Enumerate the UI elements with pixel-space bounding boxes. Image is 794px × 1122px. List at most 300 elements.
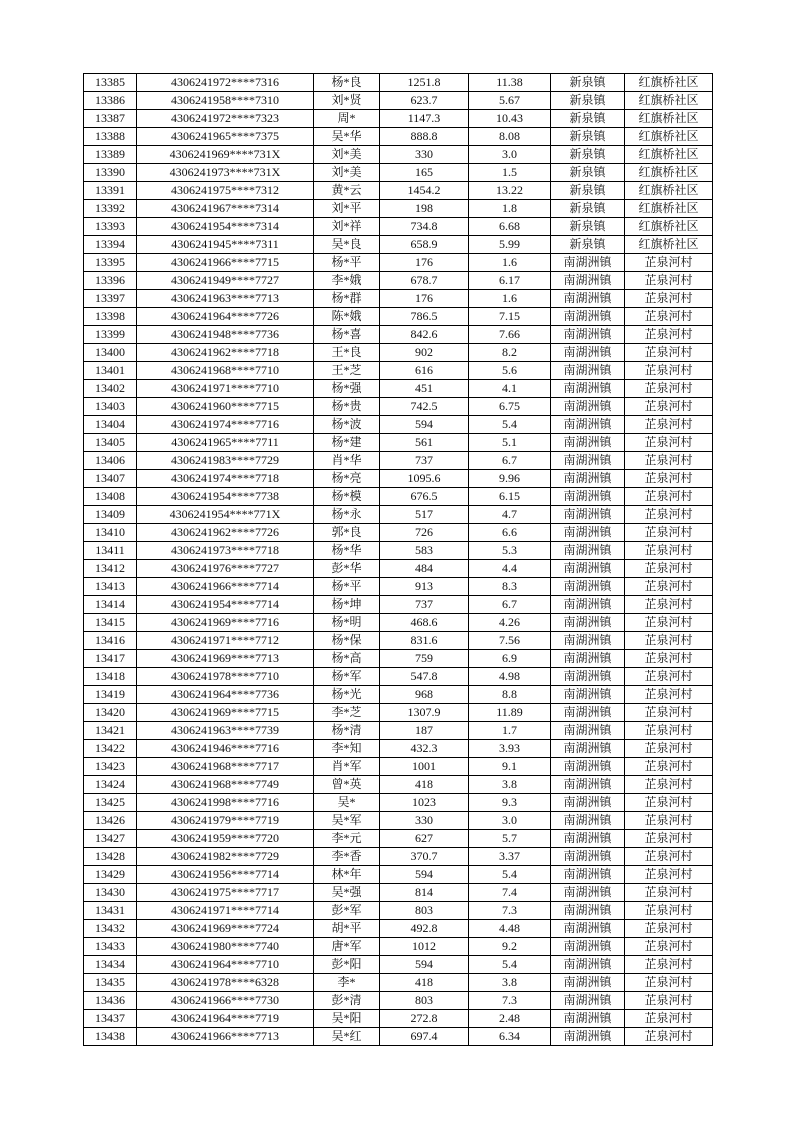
amount-cell: 484 xyxy=(380,560,469,578)
row-number-cell: 13404 xyxy=(84,416,137,434)
town-cell: 南湖洲镇 xyxy=(551,488,625,506)
quantity-cell: 6.7 xyxy=(469,596,551,614)
id-number-cell: 4306241968****7749 xyxy=(137,776,314,794)
row-number-cell: 13387 xyxy=(84,110,137,128)
town-cell: 南湖洲镇 xyxy=(551,812,625,830)
row-number-cell: 13409 xyxy=(84,506,137,524)
row-number-cell: 13418 xyxy=(84,668,137,686)
amount-cell: 831.6 xyxy=(380,632,469,650)
village-cell: 芷泉河村 xyxy=(625,740,713,758)
row-number-cell: 13407 xyxy=(84,470,137,488)
table-row xyxy=(84,488,713,506)
town-cell: 南湖洲镇 xyxy=(551,974,625,992)
town-cell: 新泉镇 xyxy=(551,110,625,128)
amount-cell: 165 xyxy=(380,164,469,182)
town-cell: 南湖洲镇 xyxy=(551,1010,625,1028)
town-cell: 南湖洲镇 xyxy=(551,668,625,686)
id-number-cell: 4306241966****7713 xyxy=(137,1028,314,1046)
amount-cell: 676.5 xyxy=(380,488,469,506)
village-cell: 芷泉河村 xyxy=(625,1028,713,1046)
quantity-cell: 9.2 xyxy=(469,938,551,956)
amount-cell: 786.5 xyxy=(380,308,469,326)
town-cell: 南湖洲镇 xyxy=(551,866,625,884)
town-cell: 新泉镇 xyxy=(551,182,625,200)
name-cell: 肖*华 xyxy=(314,452,380,470)
id-number-cell: 4306241971****7714 xyxy=(137,902,314,920)
table-row xyxy=(84,452,713,470)
row-number-cell: 13429 xyxy=(84,866,137,884)
amount-cell: 1454.2 xyxy=(380,182,469,200)
town-cell: 南湖洲镇 xyxy=(551,326,625,344)
quantity-cell: 6.9 xyxy=(469,650,551,668)
quantity-cell: 1.6 xyxy=(469,290,551,308)
id-number-cell: 4306241963****7739 xyxy=(137,722,314,740)
amount-cell: 913 xyxy=(380,578,469,596)
quantity-cell: 6.17 xyxy=(469,272,551,290)
name-cell: 刘*美 xyxy=(314,164,380,182)
town-cell: 南湖洲镇 xyxy=(551,956,625,974)
quantity-cell: 5.6 xyxy=(469,362,551,380)
table-row xyxy=(84,902,713,920)
quantity-cell: 4.48 xyxy=(469,920,551,938)
id-number-cell: 4306241962****7718 xyxy=(137,344,314,362)
amount-cell: 814 xyxy=(380,884,469,902)
quantity-cell: 4.1 xyxy=(469,380,551,398)
row-number-cell: 13426 xyxy=(84,812,137,830)
table-row xyxy=(84,974,713,992)
name-cell: 杨*明 xyxy=(314,614,380,632)
table-row xyxy=(84,992,713,1010)
quantity-cell: 1.6 xyxy=(469,254,551,272)
row-number-cell: 13390 xyxy=(84,164,137,182)
village-cell: 红旗桥社区 xyxy=(625,74,713,92)
id-number-cell: 4306241954****7738 xyxy=(137,488,314,506)
quantity-cell: 4.7 xyxy=(469,506,551,524)
id-number-cell: 4306241968****7717 xyxy=(137,758,314,776)
table-row xyxy=(84,1028,713,1046)
name-cell: 吴*军 xyxy=(314,812,380,830)
village-cell: 芷泉河村 xyxy=(625,362,713,380)
amount-cell: 176 xyxy=(380,290,469,308)
town-cell: 南湖洲镇 xyxy=(551,776,625,794)
table-row xyxy=(84,560,713,578)
village-cell: 芷泉河村 xyxy=(625,632,713,650)
amount-cell: 803 xyxy=(380,992,469,1010)
name-cell: 刘*平 xyxy=(314,200,380,218)
name-cell: 李*娥 xyxy=(314,272,380,290)
village-cell: 红旗桥社区 xyxy=(625,146,713,164)
name-cell: 王*良 xyxy=(314,344,380,362)
row-number-cell: 13436 xyxy=(84,992,137,1010)
id-number-cell: 4306241954****7314 xyxy=(137,218,314,236)
village-cell: 芷泉河村 xyxy=(625,722,713,740)
amount-cell: 418 xyxy=(380,776,469,794)
quantity-cell: 6.68 xyxy=(469,218,551,236)
village-cell: 芷泉河村 xyxy=(625,596,713,614)
name-cell: 陈*娥 xyxy=(314,308,380,326)
town-cell: 南湖洲镇 xyxy=(551,398,625,416)
table-row xyxy=(84,524,713,542)
row-number-cell: 13400 xyxy=(84,344,137,362)
quantity-cell: 7.15 xyxy=(469,308,551,326)
table-row xyxy=(84,470,713,488)
id-number-cell: 4306241979****7719 xyxy=(137,812,314,830)
id-number-cell: 4306241974****7718 xyxy=(137,470,314,488)
name-cell: 曾*英 xyxy=(314,776,380,794)
row-number-cell: 13415 xyxy=(84,614,137,632)
table-row xyxy=(84,794,713,812)
name-cell: 吴*阳 xyxy=(314,1010,380,1028)
amount-cell: 468.6 xyxy=(380,614,469,632)
village-cell: 芷泉河村 xyxy=(625,902,713,920)
quantity-cell: 11.89 xyxy=(469,704,551,722)
town-cell: 南湖洲镇 xyxy=(551,614,625,632)
quantity-cell: 3.37 xyxy=(469,848,551,866)
id-number-cell: 4306241971****7710 xyxy=(137,380,314,398)
town-cell: 南湖洲镇 xyxy=(551,416,625,434)
id-number-cell: 4306241978****7710 xyxy=(137,668,314,686)
amount-cell: 842.6 xyxy=(380,326,469,344)
quantity-cell: 3.8 xyxy=(469,776,551,794)
id-number-cell: 4306241976****7727 xyxy=(137,560,314,578)
row-number-cell: 13401 xyxy=(84,362,137,380)
village-cell: 芷泉河村 xyxy=(625,776,713,794)
name-cell: 杨*群 xyxy=(314,290,380,308)
amount-cell: 734.8 xyxy=(380,218,469,236)
village-cell: 芷泉河村 xyxy=(625,992,713,1010)
town-cell: 南湖洲镇 xyxy=(551,704,625,722)
quantity-cell: 5.67 xyxy=(469,92,551,110)
row-number-cell: 13419 xyxy=(84,686,137,704)
records-table xyxy=(83,73,713,1046)
village-cell: 芷泉河村 xyxy=(625,272,713,290)
table-row xyxy=(84,290,713,308)
row-number-cell: 13405 xyxy=(84,434,137,452)
name-cell: 黄*云 xyxy=(314,182,380,200)
town-cell: 新泉镇 xyxy=(551,128,625,146)
row-number-cell: 13393 xyxy=(84,218,137,236)
id-number-cell: 4306241980****7740 xyxy=(137,938,314,956)
town-cell: 南湖洲镇 xyxy=(551,902,625,920)
table-row xyxy=(84,344,713,362)
town-cell: 南湖洲镇 xyxy=(551,632,625,650)
town-cell: 南湖洲镇 xyxy=(551,578,625,596)
town-cell: 新泉镇 xyxy=(551,164,625,182)
row-number-cell: 13388 xyxy=(84,128,137,146)
table-row xyxy=(84,704,713,722)
id-number-cell: 4306241975****7717 xyxy=(137,884,314,902)
town-cell: 南湖洲镇 xyxy=(551,290,625,308)
amount-cell: 627 xyxy=(380,830,469,848)
name-cell: 周* xyxy=(314,110,380,128)
row-number-cell: 13435 xyxy=(84,974,137,992)
name-cell: 王*芝 xyxy=(314,362,380,380)
quantity-cell: 3.0 xyxy=(469,146,551,164)
table-row xyxy=(84,884,713,902)
quantity-cell: 6.7 xyxy=(469,452,551,470)
id-number-cell: 4306241964****7726 xyxy=(137,308,314,326)
village-cell: 芷泉河村 xyxy=(625,668,713,686)
name-cell: 李*知 xyxy=(314,740,380,758)
amount-cell: 1001 xyxy=(380,758,469,776)
id-number-cell: 4306241965****7375 xyxy=(137,128,314,146)
id-number-cell: 4306241968****7710 xyxy=(137,362,314,380)
town-cell: 南湖洲镇 xyxy=(551,848,625,866)
amount-cell: 1147.3 xyxy=(380,110,469,128)
name-cell: 林*年 xyxy=(314,866,380,884)
name-cell: 李*芝 xyxy=(314,704,380,722)
table-row xyxy=(84,164,713,182)
id-number-cell: 4306241969****7715 xyxy=(137,704,314,722)
id-number-cell: 4306241974****7716 xyxy=(137,416,314,434)
row-number-cell: 13423 xyxy=(84,758,137,776)
name-cell: 吴*华 xyxy=(314,128,380,146)
table-row xyxy=(84,938,713,956)
id-number-cell: 4306241958****7310 xyxy=(137,92,314,110)
village-cell: 芷泉河村 xyxy=(625,542,713,560)
town-cell: 南湖洲镇 xyxy=(551,794,625,812)
table-row xyxy=(84,740,713,758)
name-cell: 郭*良 xyxy=(314,524,380,542)
quantity-cell: 5.1 xyxy=(469,434,551,452)
row-number-cell: 13391 xyxy=(84,182,137,200)
amount-cell: 451 xyxy=(380,380,469,398)
amount-cell: 594 xyxy=(380,416,469,434)
quantity-cell: 8.08 xyxy=(469,128,551,146)
id-number-cell: 4306241973****731X xyxy=(137,164,314,182)
name-cell: 杨*模 xyxy=(314,488,380,506)
table-row xyxy=(84,326,713,344)
amount-cell: 968 xyxy=(380,686,469,704)
id-number-cell: 4306241954****771X xyxy=(137,506,314,524)
row-number-cell: 13412 xyxy=(84,560,137,578)
name-cell: 吴*强 xyxy=(314,884,380,902)
amount-cell: 492.8 xyxy=(380,920,469,938)
id-number-cell: 4306241972****7316 xyxy=(137,74,314,92)
town-cell: 南湖洲镇 xyxy=(551,452,625,470)
town-cell: 南湖洲镇 xyxy=(551,560,625,578)
quantity-cell: 10.43 xyxy=(469,110,551,128)
village-cell: 红旗桥社区 xyxy=(625,236,713,254)
name-cell: 杨*贵 xyxy=(314,398,380,416)
name-cell: 刘*祥 xyxy=(314,218,380,236)
village-cell: 芷泉河村 xyxy=(625,848,713,866)
id-number-cell: 4306241965****7711 xyxy=(137,434,314,452)
table-row xyxy=(84,578,713,596)
row-number-cell: 13411 xyxy=(84,542,137,560)
village-cell: 芷泉河村 xyxy=(625,704,713,722)
id-number-cell: 4306241962****7726 xyxy=(137,524,314,542)
name-cell: 杨*清 xyxy=(314,722,380,740)
quantity-cell: 5.3 xyxy=(469,542,551,560)
village-cell: 芷泉河村 xyxy=(625,884,713,902)
id-number-cell: 4306241975****7312 xyxy=(137,182,314,200)
id-number-cell: 4306241963****7713 xyxy=(137,290,314,308)
town-cell: 南湖洲镇 xyxy=(551,740,625,758)
id-number-cell: 4306241969****7713 xyxy=(137,650,314,668)
village-cell: 芷泉河村 xyxy=(625,434,713,452)
name-cell: 杨*波 xyxy=(314,416,380,434)
row-number-cell: 13398 xyxy=(84,308,137,326)
village-cell: 芷泉河村 xyxy=(625,578,713,596)
village-cell: 芷泉河村 xyxy=(625,920,713,938)
name-cell: 彭*阳 xyxy=(314,956,380,974)
id-number-cell: 4306241949****7727 xyxy=(137,272,314,290)
table-row xyxy=(84,398,713,416)
id-number-cell: 4306241967****7314 xyxy=(137,200,314,218)
quantity-cell: 1.5 xyxy=(469,164,551,182)
town-cell: 南湖洲镇 xyxy=(551,758,625,776)
id-number-cell: 4306241948****7736 xyxy=(137,326,314,344)
row-number-cell: 13437 xyxy=(84,1010,137,1028)
town-cell: 南湖洲镇 xyxy=(551,506,625,524)
amount-cell: 737 xyxy=(380,452,469,470)
table-row xyxy=(84,758,713,776)
town-cell: 南湖洲镇 xyxy=(551,650,625,668)
village-cell: 红旗桥社区 xyxy=(625,200,713,218)
table-row xyxy=(84,434,713,452)
town-cell: 新泉镇 xyxy=(551,236,625,254)
town-cell: 南湖洲镇 xyxy=(551,884,625,902)
table-row xyxy=(84,776,713,794)
village-cell: 红旗桥社区 xyxy=(625,110,713,128)
table-row xyxy=(84,200,713,218)
quantity-cell: 9.96 xyxy=(469,470,551,488)
row-number-cell: 13413 xyxy=(84,578,137,596)
village-cell: 红旗桥社区 xyxy=(625,182,713,200)
name-cell: 唐*军 xyxy=(314,938,380,956)
town-cell: 新泉镇 xyxy=(551,146,625,164)
village-cell: 芷泉河村 xyxy=(625,290,713,308)
name-cell: 杨*强 xyxy=(314,380,380,398)
village-cell: 芷泉河村 xyxy=(625,308,713,326)
table-row xyxy=(84,236,713,254)
row-number-cell: 13421 xyxy=(84,722,137,740)
name-cell: 杨*良 xyxy=(314,74,380,92)
row-number-cell: 13434 xyxy=(84,956,137,974)
row-number-cell: 13392 xyxy=(84,200,137,218)
amount-cell: 432.3 xyxy=(380,740,469,758)
village-cell: 芷泉河村 xyxy=(625,650,713,668)
table-row xyxy=(84,416,713,434)
town-cell: 南湖洲镇 xyxy=(551,722,625,740)
table-row xyxy=(84,380,713,398)
table-row xyxy=(84,866,713,884)
row-number-cell: 13397 xyxy=(84,290,137,308)
quantity-cell: 4.98 xyxy=(469,668,551,686)
id-number-cell: 4306241945****7311 xyxy=(137,236,314,254)
town-cell: 南湖洲镇 xyxy=(551,596,625,614)
name-cell: 李*香 xyxy=(314,848,380,866)
row-number-cell: 13385 xyxy=(84,74,137,92)
name-cell: 胡*平 xyxy=(314,920,380,938)
row-number-cell: 13410 xyxy=(84,524,137,542)
name-cell: 彭*清 xyxy=(314,992,380,1010)
village-cell: 芷泉河村 xyxy=(625,974,713,992)
name-cell: 杨*平 xyxy=(314,254,380,272)
quantity-cell: 8.3 xyxy=(469,578,551,596)
table-row xyxy=(84,830,713,848)
row-number-cell: 13403 xyxy=(84,398,137,416)
village-cell: 芷泉河村 xyxy=(625,614,713,632)
id-number-cell: 4306241978****6328 xyxy=(137,974,314,992)
village-cell: 芷泉河村 xyxy=(625,560,713,578)
name-cell: 杨*坤 xyxy=(314,596,380,614)
amount-cell: 370.7 xyxy=(380,848,469,866)
name-cell: 杨*保 xyxy=(314,632,380,650)
quantity-cell: 5.7 xyxy=(469,830,551,848)
id-number-cell: 4306241969****7716 xyxy=(137,614,314,632)
town-cell: 南湖洲镇 xyxy=(551,344,625,362)
town-cell: 新泉镇 xyxy=(551,200,625,218)
row-number-cell: 13402 xyxy=(84,380,137,398)
row-number-cell: 13428 xyxy=(84,848,137,866)
amount-cell: 623.7 xyxy=(380,92,469,110)
row-number-cell: 13433 xyxy=(84,938,137,956)
row-number-cell: 13417 xyxy=(84,650,137,668)
village-cell: 红旗桥社区 xyxy=(625,164,713,182)
row-number-cell: 13427 xyxy=(84,830,137,848)
quantity-cell: 8.2 xyxy=(469,344,551,362)
village-cell: 芷泉河村 xyxy=(625,344,713,362)
village-cell: 芷泉河村 xyxy=(625,758,713,776)
name-cell: 杨*光 xyxy=(314,686,380,704)
village-cell: 红旗桥社区 xyxy=(625,218,713,236)
row-number-cell: 13425 xyxy=(84,794,137,812)
row-number-cell: 13438 xyxy=(84,1028,137,1046)
village-cell: 芷泉河村 xyxy=(625,380,713,398)
id-number-cell: 4306241946****7716 xyxy=(137,740,314,758)
town-cell: 南湖洲镇 xyxy=(551,434,625,452)
quantity-cell: 7.56 xyxy=(469,632,551,650)
town-cell: 南湖洲镇 xyxy=(551,830,625,848)
id-number-cell: 4306241998****7716 xyxy=(137,794,314,812)
name-cell: 肖*军 xyxy=(314,758,380,776)
table-row xyxy=(84,920,713,938)
town-cell: 南湖洲镇 xyxy=(551,920,625,938)
row-number-cell: 13399 xyxy=(84,326,137,344)
village-cell: 芷泉河村 xyxy=(625,866,713,884)
name-cell: 杨*永 xyxy=(314,506,380,524)
amount-cell: 176 xyxy=(380,254,469,272)
amount-cell: 888.8 xyxy=(380,128,469,146)
name-cell: 彭*华 xyxy=(314,560,380,578)
town-cell: 南湖洲镇 xyxy=(551,938,625,956)
name-cell: 吴*红 xyxy=(314,1028,380,1046)
amount-cell: 616 xyxy=(380,362,469,380)
amount-cell: 737 xyxy=(380,596,469,614)
quantity-cell: 8.8 xyxy=(469,686,551,704)
village-cell: 红旗桥社区 xyxy=(625,128,713,146)
id-number-cell: 4306241966****7714 xyxy=(137,578,314,596)
row-number-cell: 13395 xyxy=(84,254,137,272)
amount-cell: 418 xyxy=(380,974,469,992)
table-row xyxy=(84,506,713,524)
id-number-cell: 4306241964****7736 xyxy=(137,686,314,704)
town-cell: 南湖洲镇 xyxy=(551,308,625,326)
amount-cell: 594 xyxy=(380,956,469,974)
table-row xyxy=(84,596,713,614)
row-number-cell: 13394 xyxy=(84,236,137,254)
table-row xyxy=(84,956,713,974)
id-number-cell: 4306241972****7323 xyxy=(137,110,314,128)
table-row xyxy=(84,272,713,290)
name-cell: 彭*军 xyxy=(314,902,380,920)
row-number-cell: 13431 xyxy=(84,902,137,920)
quantity-cell: 5.99 xyxy=(469,236,551,254)
quantity-cell: 3.93 xyxy=(469,740,551,758)
row-number-cell: 13389 xyxy=(84,146,137,164)
